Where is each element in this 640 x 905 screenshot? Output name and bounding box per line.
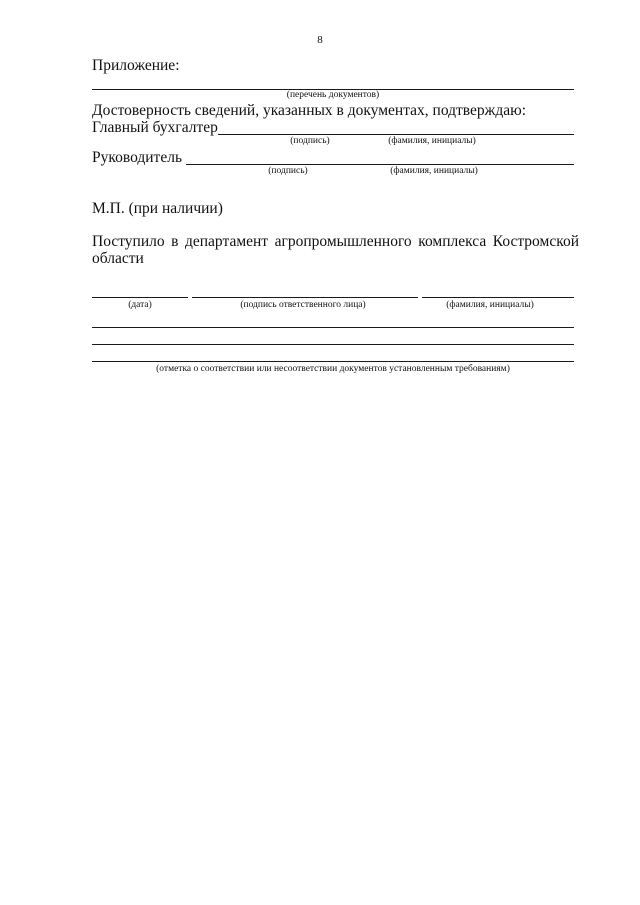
responsible-signature-caption: (подпись ответственного лица) — [240, 300, 366, 310]
responsible-name-caption: (фамилия, инициалы) — [446, 300, 534, 310]
received-line-1: Поступило в департамент агропромышленного комплекса Костромской — [92, 233, 579, 250]
responsible-name-line — [422, 297, 574, 298]
appendix-label: Приложение: — [92, 57, 180, 74]
responsible-signature-line — [192, 297, 418, 298]
chief-accountant-name-caption: (фамилия, инициалы) — [388, 136, 476, 146]
compliance-line-2 — [92, 344, 574, 345]
head-label: Руководитель — [92, 149, 183, 166]
date-caption: (дата) — [128, 300, 152, 310]
page-number: 8 — [317, 34, 323, 46]
compliance-line-3 — [92, 361, 574, 362]
compliance-caption: (отметка о соответствии или несоответствии документов установленным требованиям) — [156, 364, 510, 374]
chief-accountant-label: Главный бухгалтер — [92, 119, 218, 136]
head-signature-caption: (подпись) — [268, 166, 308, 176]
received-line-2: области — [92, 250, 144, 267]
head-name-caption: (фамилия, инициалы) — [390, 166, 478, 176]
date-line — [92, 297, 188, 298]
head-line — [186, 164, 574, 165]
seal-text: М.П. (при наличии) — [92, 200, 223, 217]
compliance-line-1 — [92, 327, 574, 328]
chief-accountant-signature-caption: (подпись) — [290, 136, 330, 146]
chief-accountant-line — [218, 134, 574, 135]
confirmation-text: Достоверность сведений, указанных в документах, подтверждаю: — [92, 102, 527, 119]
appendix-caption: (перечень документов) — [286, 90, 380, 100]
